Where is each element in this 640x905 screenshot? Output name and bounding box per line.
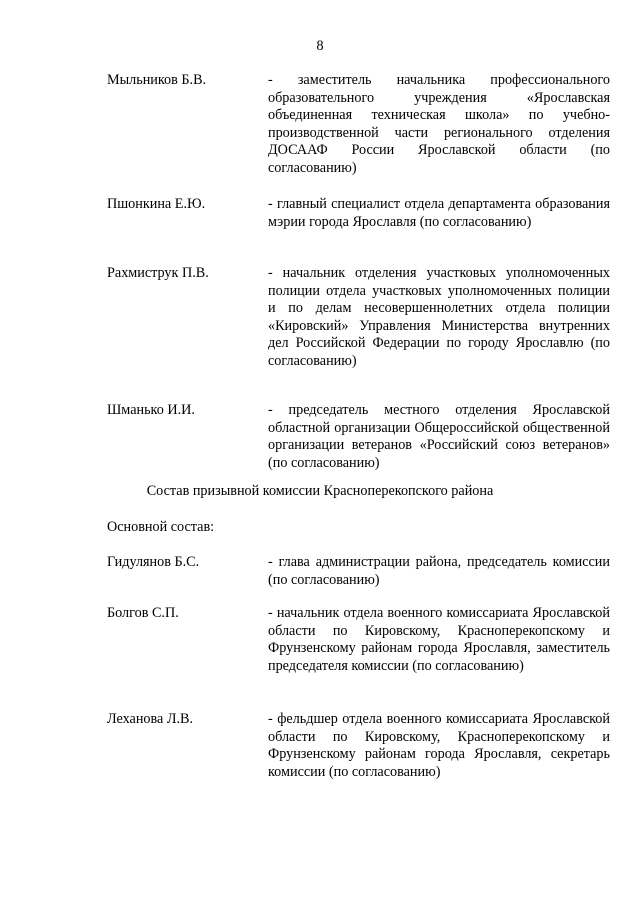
- member-role: - начальник отделения участковых уполномоченных полиции отдела участковых уполномоченных полиции и по делам несовершеннолетних отдела полиции «Кировский» Управления Министерства внутренних дел Российской Федерации по городу Ярославлю (по согласованию): [268, 265, 610, 369]
- member-name: Шманько И.И.: [107, 402, 195, 418]
- member-name: Гидулянов Б.С.: [107, 554, 200, 570]
- member-role: - начальник отдела военного комиссариата Ярославской области по Кировскому, Красноперекопскому и Фрунзенскому районам города Ярославля, заместитель председателя комиссии (по согласованию): [268, 605, 610, 674]
- member-role: - фельдшер отдела военного комиссариата Ярославской области по Кировскому, Красноперекопскому и Фрунзенскому районам города Ярославля, секретарь комиссии (по согласованию): [268, 711, 610, 780]
- member-role: - глава администрации района, председатель комиссии (по согласованию): [268, 554, 610, 588]
- member-role: - заместитель начальника профессионального образовательного учреждения «Ярославская объединенная техническая школа» по учебно-производственной части регионального отделения ДОСААФ России Ярославской области (по согласованию): [268, 72, 610, 176]
- subsection-heading: Основной состав:: [107, 519, 215, 535]
- member-name: Мыльников Б.В.: [107, 72, 207, 88]
- member-name: Пшонкина Е.Ю.: [107, 196, 206, 212]
- section-heading: Состав призывной комиссии Красноперекопского района: [146, 483, 494, 499]
- member-name: Леханова Л.В.: [107, 711, 194, 727]
- member-role: - председатель местного отделения Ярославской областной организации Общероссийской общественной организации ветеранов «Российский союз ветеранов» (по согласованию): [268, 402, 610, 471]
- member-name: Болгов С.П.: [107, 605, 179, 621]
- member-name: Рахмиструк П.В.: [107, 265, 209, 281]
- member-role: - главный специалист отдела департамента образования мэрии города Ярославля (по согласованию): [268, 196, 610, 230]
- page-number: 8: [316, 38, 324, 54]
